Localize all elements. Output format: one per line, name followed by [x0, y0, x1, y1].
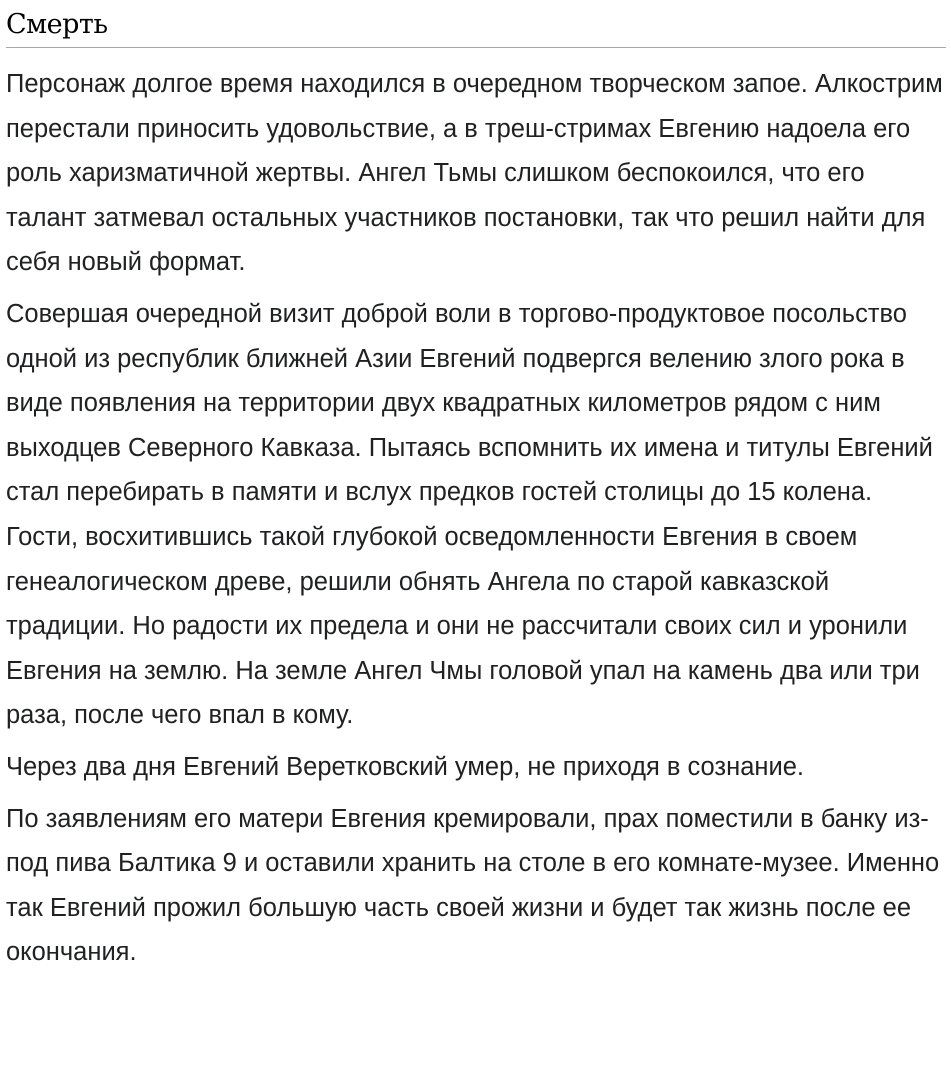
paragraph-1: Персонаж долгое время находился в очередном творческом запое. Алкострим перестали приносить удовольствие, а в треш-стримах Евгению надоела его роль харизматичной жертвы. Ангел Тьмы слишком беспокоился, что его талант затмевал остальных участников постановки, так что решил найти для себя новый формат.	[6, 70, 943, 277]
paragraph-4: По заявлениям его матери Евгения кремировали, прах поместили в банку из-под пива Балтика 9 и оставили хранить на столе в его комнате-музее. Именно так Евгений прожил большую часть своей жизни и будет так жизнь после ее окончания.	[6, 804, 940, 967]
article-section	[6, 0, 946, 975]
paragraph-3: Через два дня Евгений Веретковский умер, не приходя в сознание.	[6, 752, 804, 781]
paragraph-2: Совершая очередной визит доброй воли в торгово-продуктовое посольство одной из республик ближней Азии Евгений подвергся велению злого рока в виде появления на территории двух квадратных километров рядом с ним выходцев Северного Кавказа. Пытаясь вспомнить их имена и титулы Евгений стал перебирать в памяти и вслух предков гостей столицы до 15 колена. Гости, восхитившись такой глубокой осведомленности Евгения в своем генеалогическом древе, решили обнять Ангела по старой кавказской традиции. Но радости их предела и они не рассчитали своих сил и уронили Евгения на землю. На земле Ангел Чмы головой упал на камень два или три раза, после чего впал в кому.	[6, 299, 933, 730]
section-heading: Смерть	[6, 8, 946, 48]
